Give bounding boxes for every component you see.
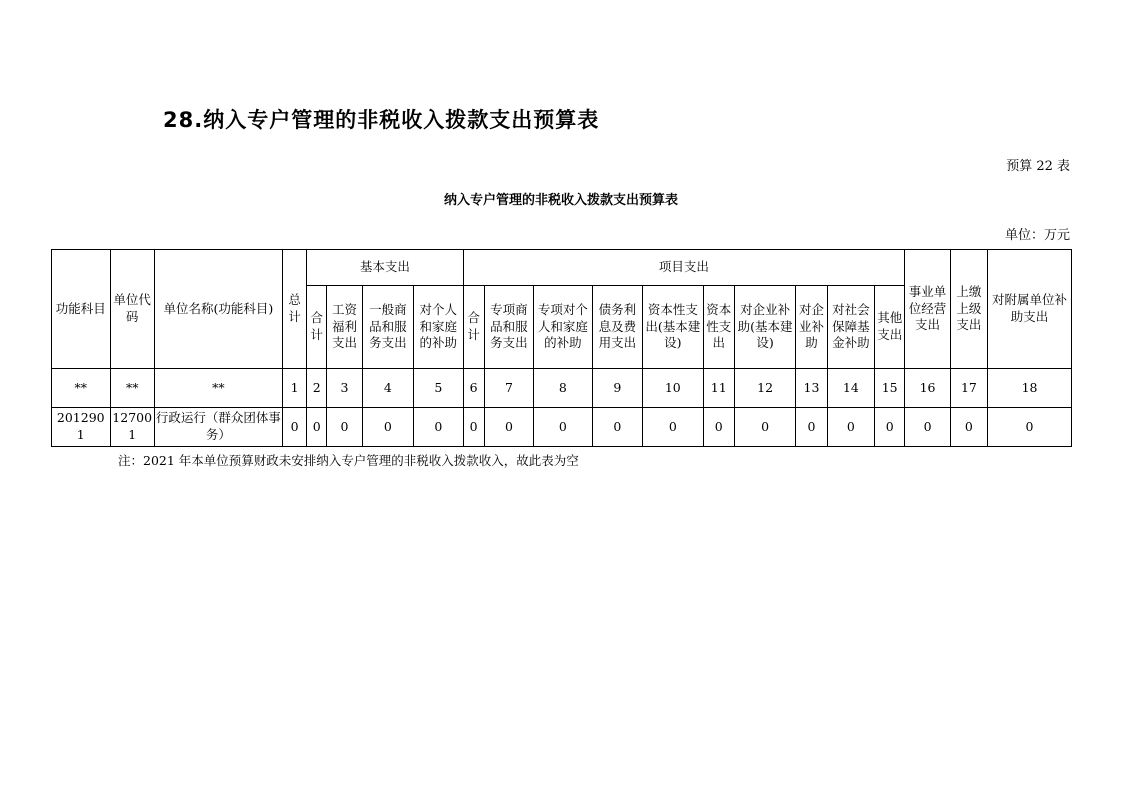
index-cell: 10 — [643, 369, 704, 408]
index-cell: 2 — [307, 369, 327, 408]
header-business-ops: 事业单位经营支出 — [905, 250, 950, 369]
value-cell: 0 — [905, 408, 950, 447]
footnote: 注：2021 年本单位预算财政未安排纳入专户管理的非税收入拨款收入，故此表为空 — [118, 453, 579, 468]
header-project-capital-construction: 资本性支出(基本建设) — [643, 286, 704, 369]
value-cell: 0 — [988, 408, 1072, 447]
index-cell: 18 — [988, 369, 1072, 408]
header-basic-goods-services: 一般商品和服务支出 — [362, 286, 413, 369]
index-row — [52, 369, 1072, 408]
index-cell: 4 — [362, 369, 413, 408]
budget-table — [51, 249, 1072, 447]
header-basic-total: 合计 — [307, 286, 327, 369]
value-cell: 0 — [734, 408, 796, 447]
index-cell: 11 — [703, 369, 734, 408]
value-cell: 0 — [643, 408, 704, 447]
header-project-goods-services: 专项商品和服务支出 — [484, 286, 533, 369]
value-cell: 0 — [703, 408, 734, 447]
page-title: 28.纳入专户管理的非税收入拨款支出预算表 — [163, 108, 600, 132]
header-project-expenditure: 项目支出 — [463, 250, 905, 286]
func-code-cell: 2012901 — [52, 408, 111, 447]
value-cell: 0 — [827, 408, 874, 447]
table-title: 纳入专户管理的非税收入拨款支出预算表 — [443, 193, 678, 208]
value-cell: 0 — [484, 408, 533, 447]
index-cell: 13 — [796, 369, 827, 408]
value-cell: 0 — [592, 408, 642, 447]
table-number: 预算 22 表 — [1006, 159, 1070, 174]
index-cell: 17 — [950, 369, 987, 408]
index-cell: 3 — [327, 369, 362, 408]
index-cell: 6 — [463, 369, 484, 408]
value-cell: 0 — [534, 408, 593, 447]
value-cell: 0 — [282, 408, 306, 447]
header-project-debt-interest: 债务利息及费用支出 — [592, 286, 642, 369]
header-row-1 — [52, 250, 1072, 286]
index-cell: ** — [154, 369, 282, 408]
index-cell: 16 — [905, 369, 950, 408]
header-project-personal-subsidy: 专项对个人和家庭的补助 — [534, 286, 593, 369]
index-cell: 8 — [534, 369, 593, 408]
header-total: 总计 — [282, 250, 306, 369]
unit-label: 单位：万元 — [1004, 228, 1070, 243]
header-unit-name: 单位名称(功能科目) — [154, 250, 282, 369]
header-project-other: 其他支出 — [875, 286, 905, 369]
index-cell: ** — [110, 369, 154, 408]
value-cell: 0 — [950, 408, 987, 447]
value-cell: 0 — [796, 408, 827, 447]
index-cell: 7 — [484, 369, 533, 408]
value-cell: 0 — [307, 408, 327, 447]
header-project-total: 合计 — [463, 286, 484, 369]
index-cell: 5 — [414, 369, 463, 408]
header-basic-wages: 工资福利支出 — [327, 286, 362, 369]
header-project-social-security: 对社会保障基金补助 — [827, 286, 874, 369]
index-cell: 14 — [827, 369, 874, 408]
header-project-capital: 资本性支出 — [703, 286, 734, 369]
header-func-subject: 功能科目 — [52, 250, 111, 369]
value-cell: 0 — [362, 408, 413, 447]
header-upper-remittance: 上缴上级支出 — [950, 250, 987, 369]
value-cell: 0 — [463, 408, 484, 447]
index-cell: ** — [52, 369, 111, 408]
value-cell: 0 — [327, 408, 362, 447]
header-basic-personal-subsidy: 对个人和家庭的补助 — [414, 286, 463, 369]
header-subsidiary-subsidy: 对附属单位补助支出 — [988, 250, 1072, 369]
table-row — [52, 408, 1072, 447]
unit-code-cell: 127001 — [110, 408, 154, 447]
header-project-enterprise-construction: 对企业补助(基本建设) — [734, 286, 796, 369]
value-cell: 0 — [414, 408, 463, 447]
header-basic-expenditure: 基本支出 — [307, 250, 463, 286]
index-cell: 12 — [734, 369, 796, 408]
index-cell: 15 — [875, 369, 905, 408]
index-cell: 1 — [282, 369, 306, 408]
index-cell: 9 — [592, 369, 642, 408]
unit-name-cell: 行政运行（群众团体事务） — [154, 408, 282, 447]
header-project-enterprise-subsidy: 对企业补助 — [796, 286, 827, 369]
value-cell: 0 — [875, 408, 905, 447]
header-unit-code: 单位代码 — [110, 250, 154, 369]
